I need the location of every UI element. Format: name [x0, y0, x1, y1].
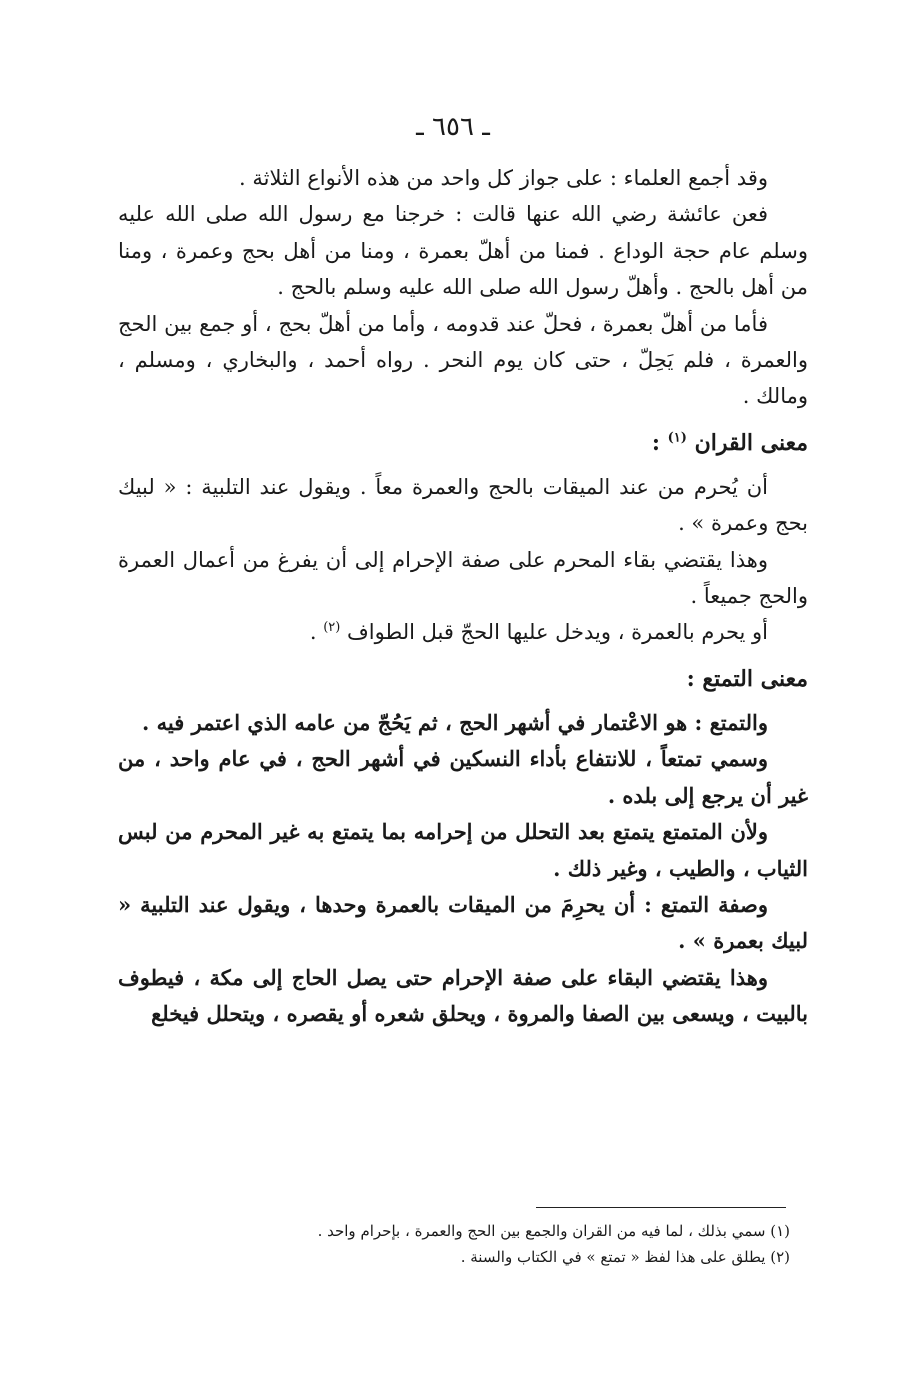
- heading-qiran: [118, 423, 808, 463]
- paragraph-tamattu-naming: وسمي تمتعاً ، للانتفاع بأداء النسكين في أشهر الحج ، في عام واحد ، من غير أن يرجع إلى بلده .: [118, 746, 808, 808]
- page-number: ـ ٦٥٦ ـ: [416, 112, 490, 142]
- heading-qiran-colon: :: [651, 429, 668, 456]
- qiran-alternative-end: .: [309, 620, 324, 645]
- paragraph-tamattu-definition: والتمتع : هو الاعْتمار في أشهر الحج ، ثم يَحُجّ من عامه الذي اعتمر فيه .: [142, 709, 768, 735]
- paragraph-hadith-outcome: فأما من أهلّ بعمرة ، فحلّ عند قدومه ، وأما من أهلّ بحج ، أو جمع بين الحج والعمرة ، فلم يَحِلّ ، حتى كان يوم النحر . رواه أحمد ، والبخاري ، ومسلم ، ومالك .: [118, 311, 808, 409]
- paragraph-qiran-requirement: وهذا يقتضي بقاء المحرم على صفة الإحرام إلى أن يفرغ من أعمال العمرة والحج جميعاً .: [118, 547, 808, 609]
- paragraph-qiran-alternative: [118, 614, 808, 650]
- footnote-ref-2: (٢): [323, 620, 341, 636]
- qiran-alternative-text: أو يحرم بالعمرة ، ويدخل عليها الحجّ قبل الطواف: [347, 620, 768, 645]
- page-body: [118, 160, 808, 1033]
- paragraph-tamattu-reason: ولأن المتمتع يتمتع بعد التحلل من إحرامه بما يتمتع به غير المحرم من لبس الثياب ، والطيب ، وغير ذلك .: [118, 819, 808, 881]
- paragraph-consensus: وقد أجمع العلماء : على جواز كل واحد من هذه الأنواع الثلاثة .: [239, 166, 768, 190]
- heading-qiran-text: معنى القران: [694, 429, 808, 456]
- footnote-ref-1: (١): [667, 430, 687, 446]
- footnote-1: (١) سمي بذلك ، لما فيه من القران والجمع بين الحج والعمرة ، بإحرام واحد .: [317, 1222, 790, 1240]
- paragraph-tamattu-procedure: وهذا يقتضي البقاء على صفة الإحرام حتى يصل الحاج إلى مكة ، فيطوف بالبيت ، ويسعى بين الصفا والمروة ، ويحلق شعره أو يقصره ، ويتحلل فيخلع: [118, 964, 808, 1027]
- paragraph-qiran-definition: أن يُحرم من عند الميقات بالحج والعمرة معاً . ويقول عند التلبية : « لبيك بحج وعمرة » .: [118, 474, 808, 536]
- footnote-divider: [536, 1207, 786, 1208]
- paragraph-aisha-hadith: فعن عائشة رضي الله عنها قالت : خرجنا مع رسول الله صلى الله عليه وسلم عام حجة الوداع . فمنا من أهلّ بعمرة ، ومنا من أهل بحج وعمرة ، ومنا من أهل بالحج . وأهلّ رسول الله صلى الله عليه وسلم بالحج .: [118, 202, 808, 300]
- footnote-2: (٢) يطلق على هذا لفظ « تمتع » في الكتاب والسنة .: [460, 1248, 790, 1266]
- heading-tamattu: معنى التمتع :: [686, 665, 808, 692]
- paragraph-tamattu-description: وصفة التمتع : أن يحرِمَ من الميقات بالعمرة وحدها ، ويقول عند التلبية « لبيك بعمرة » .: [118, 891, 808, 954]
- footnotes: [118, 1218, 790, 1270]
